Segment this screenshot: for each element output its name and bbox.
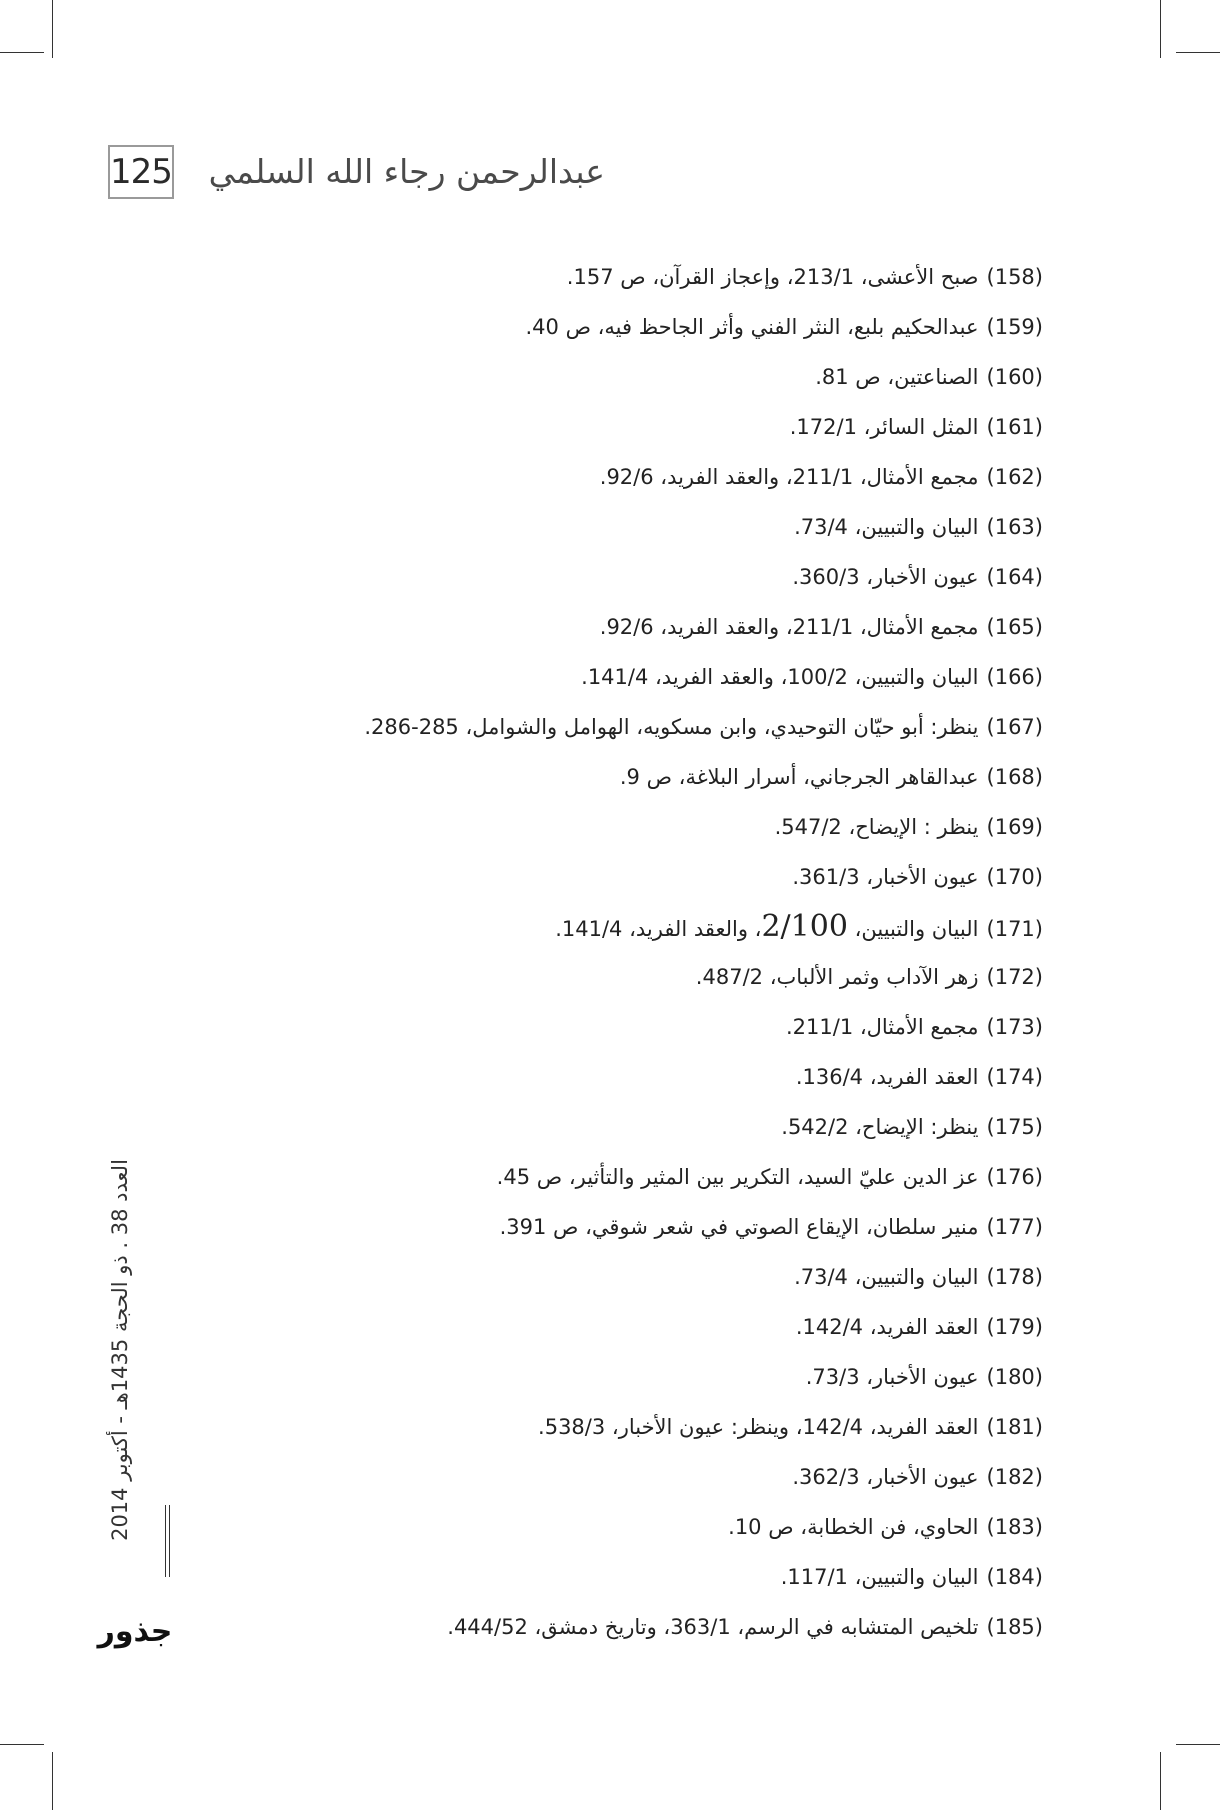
- footnote-182: [250, 1452, 1043, 1502]
- footnote-169: [250, 802, 1043, 852]
- issue-info-text: العدد 38 . ذو الحجة 1435هـ - أكتوبر 2014: [108, 1159, 133, 1541]
- footnote-number: (168): [986, 765, 1043, 789]
- footnote-text: عبدالقاهر الجرجاني، أسرار البلاغة، ص 9.: [619, 765, 979, 789]
- footnote-text: عز الدين عليّ السيد، التكرير بين المثير والتأثير، ص 45.: [496, 1165, 979, 1189]
- footnote-172: [250, 952, 1043, 1002]
- footnote-173: [250, 1002, 1043, 1052]
- footnote-170: [250, 852, 1043, 902]
- footnote-text-end: ، والعقد الفريد، 141/4.: [555, 917, 762, 941]
- footnote-text: تلخيص المتشابه في الرسم، 363/1، وتاريخ دمشق، 444/52.: [447, 1615, 979, 1639]
- footnote-number: (174): [986, 1065, 1043, 1089]
- footnote-number: (169): [986, 815, 1043, 839]
- footnote-159: [250, 302, 1043, 352]
- crop-mark-bottom-left: [52, 1752, 53, 1810]
- footnote-number: (167): [986, 715, 1043, 739]
- crop-mark-top-left: [52, 0, 53, 58]
- footnote-number: (166): [986, 665, 1043, 689]
- issue-info-vertical: [85, 1135, 155, 1565]
- journal-logo: جذور: [97, 1614, 173, 1649]
- footnote-text: عبدالحكيم بلبع، النثر الفني وأثر الجاحظ فيه، ص 40.: [525, 315, 979, 339]
- crop-mark-bottom-left-h: [0, 1744, 44, 1745]
- footnote-179: [250, 1302, 1043, 1352]
- footnote-text: البيان والتبيين، 73/4.: [794, 515, 979, 539]
- footnote-165: [250, 602, 1043, 652]
- footnote-text: العقد الفريد، 142/4، وينظر: عيون الأخبار، 538/3.: [538, 1415, 979, 1439]
- footnote-number: (183): [986, 1515, 1043, 1539]
- footnote-text: منير سلطان، الإيقاع الصوتي في شعر شوقي، ص 391.: [499, 1215, 979, 1239]
- footnote-162: [250, 452, 1043, 502]
- footnote-text: مجمع الأمثال، 211/1، والعقد الفريد، 92/6.: [599, 615, 979, 639]
- footnote-text: مجمع الأمثال، 211/1.: [785, 1015, 979, 1039]
- footnote-text-start: البيان والتبيين،: [847, 917, 979, 941]
- footnote-number: (170): [986, 865, 1043, 889]
- footnote-number: (160): [986, 365, 1043, 389]
- footnote-text: عيون الأخبار، 73/3.: [805, 1365, 979, 1389]
- footnote-number: (165): [986, 615, 1043, 639]
- footnote-167: [250, 702, 1043, 752]
- footnote-number: (180): [986, 1365, 1043, 1389]
- footnote-166: [250, 652, 1043, 702]
- footnote-number: (172): [986, 965, 1043, 989]
- footnote-text: البيان والتبيين، 117/1.: [780, 1565, 979, 1589]
- footnote-number: (175): [986, 1115, 1043, 1139]
- footnote-183: [250, 1502, 1043, 1552]
- footnote-number: (162): [986, 465, 1043, 489]
- footnote-number: (178): [986, 1265, 1043, 1289]
- footnote-180: [250, 1352, 1043, 1402]
- footnote-177: [250, 1202, 1043, 1252]
- footnote-text: المثل السائر، 172/1.: [789, 415, 979, 439]
- footnote-number: (182): [986, 1465, 1043, 1489]
- page-number: 125: [108, 145, 174, 199]
- footnote-184: [250, 1552, 1043, 1602]
- footnote-text: [555, 909, 979, 944]
- footnote-number: (184): [986, 1565, 1043, 1589]
- footnote-175: [250, 1102, 1043, 1152]
- footnote-number: (176): [986, 1165, 1043, 1189]
- footnote-text: مجمع الأمثال، 211/1، والعقد الفريد، 92/6.: [599, 465, 979, 489]
- footnote-number: (171): [986, 917, 1043, 941]
- footnote-161: [250, 402, 1043, 452]
- footnote-text: ينظر: أبو حيّان التوحيدي، وابن مسكويه، الهوامل والشوامل، 285-286.: [364, 715, 979, 739]
- footnote-text: العقد الفريد، 136/4.: [795, 1065, 979, 1089]
- crop-mark-top-left-h: [0, 52, 44, 53]
- footnote-number: (185): [986, 1615, 1043, 1639]
- footnote-number: (159): [986, 315, 1043, 339]
- crop-mark-top-right: [1160, 0, 1161, 58]
- footnote-text: ينظر: الإيضاح، 542/2.: [781, 1115, 979, 1139]
- footnotes-list: [250, 252, 1043, 1652]
- footnote-text: الحاوي، فن الخطابة، ص 10.: [728, 1515, 979, 1539]
- footnote-text: ينظر : الإيضاح، 547/2.: [774, 815, 979, 839]
- footnote-large-reference: 2/100: [761, 909, 848, 944]
- crop-mark-bottom-right-h: [1176, 1744, 1220, 1745]
- footnote-176: [250, 1152, 1043, 1202]
- crop-mark-bottom-right: [1160, 1752, 1161, 1810]
- footnote-number: (158): [986, 265, 1043, 289]
- footnote-number: (163): [986, 515, 1043, 539]
- footnote-text: زهر الآداب وثمر الألباب، 487/2.: [695, 965, 979, 989]
- crop-mark-top-right-h: [1176, 52, 1220, 53]
- footnote-text: عيون الأخبار، 361/3.: [792, 865, 979, 889]
- footnote-164: [250, 552, 1043, 602]
- footnote-163: [250, 502, 1043, 552]
- footnote-168: [250, 752, 1043, 802]
- footnote-text: البيان والتبيين، 100/2، والعقد الفريد، 141/4.: [581, 665, 979, 689]
- footnote-number: (181): [986, 1415, 1043, 1439]
- footnote-number: (173): [986, 1015, 1043, 1039]
- footnote-181: [250, 1402, 1043, 1452]
- footnote-number: (177): [986, 1215, 1043, 1239]
- footnote-number: (179): [986, 1315, 1043, 1339]
- footnote-174: [250, 1052, 1043, 1102]
- footnote-text: العقد الفريد، 142/4.: [795, 1315, 979, 1339]
- footnote-185: [250, 1602, 1043, 1652]
- footnote-178: [250, 1252, 1043, 1302]
- footnote-text: البيان والتبيين، 73/4.: [794, 1265, 979, 1289]
- footnote-text: عيون الأخبار، 362/3.: [792, 1465, 979, 1489]
- footnote-number: (161): [986, 415, 1043, 439]
- footnote-text: عيون الأخبار، 360/3.: [792, 565, 979, 589]
- footnote-text: صبح الأعشى، 213/1، وإعجاز القرآن، ص 157.: [566, 265, 979, 289]
- footnote-text: الصناعتين، ص 81.: [815, 365, 979, 389]
- footnote-171: [250, 902, 1043, 952]
- side-divider-rule: [165, 1505, 166, 1577]
- footnote-158: [250, 252, 1043, 302]
- running-header-author: عبدالرحمن رجاء الله السلمي: [208, 152, 605, 191]
- footnote-number: (164): [986, 565, 1043, 589]
- footnote-160: [250, 352, 1043, 402]
- side-divider-rule: [169, 1505, 170, 1577]
